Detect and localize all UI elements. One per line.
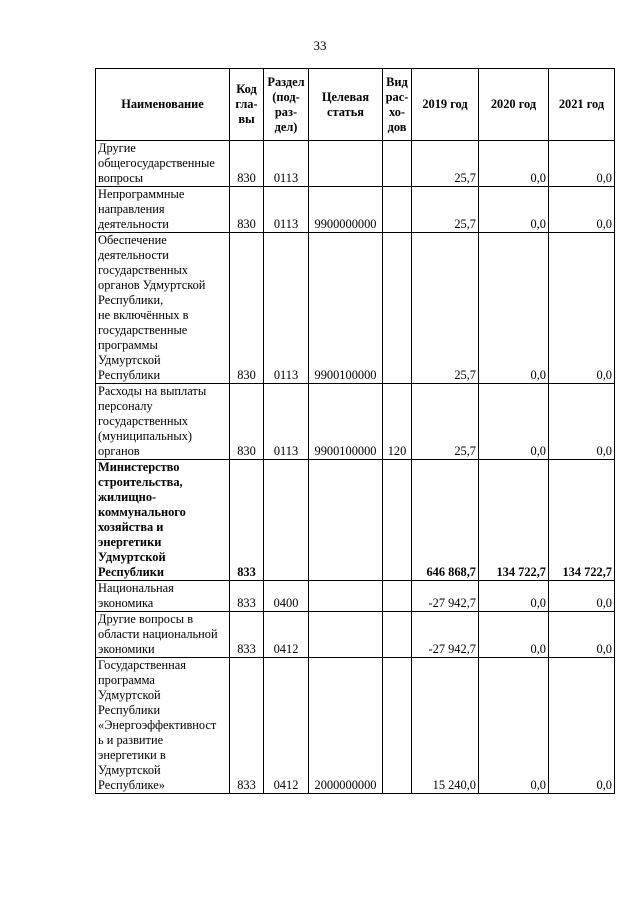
cell-expense-type bbox=[383, 460, 412, 581]
cell-chapter-code: 833 bbox=[230, 581, 264, 612]
cell-section: 0113 bbox=[264, 187, 309, 233]
cell-2020: 0,0 bbox=[479, 581, 549, 612]
cell-2021: 0,0 bbox=[549, 384, 615, 460]
header-2021: 2021 год bbox=[549, 69, 615, 141]
cell-section bbox=[264, 460, 309, 581]
cell-chapter-code: 833 bbox=[230, 612, 264, 658]
page-number: 33 bbox=[313, 38, 327, 53]
cell-target-article bbox=[309, 141, 383, 187]
cell-2020: 0,0 bbox=[479, 612, 549, 658]
table-row bbox=[96, 581, 615, 612]
cell-name: Другие общегосударственные вопросы bbox=[96, 141, 230, 187]
header-chapter-code: Код гла- вы bbox=[230, 69, 264, 141]
header-row bbox=[96, 69, 615, 141]
cell-name: Национальная экономика bbox=[96, 581, 230, 612]
cell-2020: 134 722,7 bbox=[479, 460, 549, 581]
cell-section: 0113 bbox=[264, 233, 309, 384]
cell-2019: 646 868,7 bbox=[412, 460, 479, 581]
cell-expense-type bbox=[383, 233, 412, 384]
cell-2021: 134 722,7 bbox=[549, 460, 615, 581]
cell-name: Другие вопросы в области национальной экономики bbox=[96, 612, 230, 658]
table-row bbox=[96, 612, 615, 658]
cell-2021: 0,0 bbox=[549, 141, 615, 187]
table-row bbox=[96, 658, 615, 794]
cell-expense-type bbox=[383, 581, 412, 612]
cell-2019: -27 942,7 bbox=[412, 612, 479, 658]
cell-expense-type bbox=[383, 612, 412, 658]
table-row bbox=[96, 187, 615, 233]
cell-name: Расходы на выплаты персоналу государственных (муниципальных) органов bbox=[96, 384, 230, 460]
cell-chapter-code: 830 bbox=[230, 187, 264, 233]
header-section: Раздел (под- раз- дел) bbox=[264, 69, 309, 141]
cell-chapter-code: 833 bbox=[230, 658, 264, 794]
cell-chapter-code: 833 bbox=[230, 460, 264, 581]
cell-2021: 0,0 bbox=[549, 612, 615, 658]
cell-2019: -27 942,7 bbox=[412, 581, 479, 612]
budget-table bbox=[95, 68, 615, 794]
cell-section: 0412 bbox=[264, 658, 309, 794]
header-target-article: Целевая статья bbox=[309, 69, 383, 141]
cell-name: Непрограммные направления деятельности bbox=[96, 187, 230, 233]
cell-section: 0400 bbox=[264, 581, 309, 612]
cell-target-article bbox=[309, 581, 383, 612]
cell-2021: 0,0 bbox=[549, 187, 615, 233]
cell-target-article bbox=[309, 460, 383, 581]
cell-2021: 0,0 bbox=[549, 233, 615, 384]
cell-target-article bbox=[309, 612, 383, 658]
header-name: Наименование bbox=[96, 69, 230, 141]
cell-chapter-code: 830 bbox=[230, 141, 264, 187]
cell-2019: 25,7 bbox=[412, 233, 479, 384]
cell-2021: 0,0 bbox=[549, 581, 615, 612]
cell-2020: 0,0 bbox=[479, 384, 549, 460]
cell-section: 0412 bbox=[264, 612, 309, 658]
cell-chapter-code: 830 bbox=[230, 384, 264, 460]
table-row bbox=[96, 384, 615, 460]
table-row bbox=[96, 460, 615, 581]
cell-section: 0113 bbox=[264, 384, 309, 460]
header-2019: 2019 год bbox=[412, 69, 479, 141]
cell-2020: 0,0 bbox=[479, 658, 549, 794]
cell-chapter-code: 830 bbox=[230, 233, 264, 384]
table-row bbox=[96, 141, 615, 187]
header-2020: 2020 год bbox=[479, 69, 549, 141]
table-row bbox=[96, 233, 615, 384]
header-expense-type: Вид рас- хо- дов bbox=[383, 69, 412, 141]
cell-2020: 0,0 bbox=[479, 187, 549, 233]
cell-target-article: 9900100000 bbox=[309, 384, 383, 460]
cell-2020: 0,0 bbox=[479, 141, 549, 187]
cell-2019: 25,7 bbox=[412, 187, 479, 233]
cell-name: Обеспечение деятельности государственных органов Удмуртской Республики, не включённых в государственные программы Удмуртской Республики bbox=[96, 233, 230, 384]
cell-expense-type bbox=[383, 658, 412, 794]
cell-target-article: 9900000000 bbox=[309, 187, 383, 233]
cell-expense-type bbox=[383, 141, 412, 187]
cell-2019: 15 240,0 bbox=[412, 658, 479, 794]
cell-target-article: 9900100000 bbox=[309, 233, 383, 384]
cell-2021: 0,0 bbox=[549, 658, 615, 794]
cell-name: Министерство строительства, жилищно- коммунального хозяйства и энергетики Удмуртской Республики bbox=[96, 460, 230, 581]
cell-section: 0113 bbox=[264, 141, 309, 187]
cell-2019: 25,7 bbox=[412, 384, 479, 460]
cell-expense-type bbox=[383, 187, 412, 233]
cell-expense-type: 120 bbox=[383, 384, 412, 460]
cell-name: Государственная программа Удмуртской Республики «Энергоэффективност ь и развитие энергетики в Удмуртской Республике» bbox=[96, 658, 230, 794]
cell-2019: 25,7 bbox=[412, 141, 479, 187]
cell-target-article: 2000000000 bbox=[309, 658, 383, 794]
cell-2020: 0,0 bbox=[479, 233, 549, 384]
